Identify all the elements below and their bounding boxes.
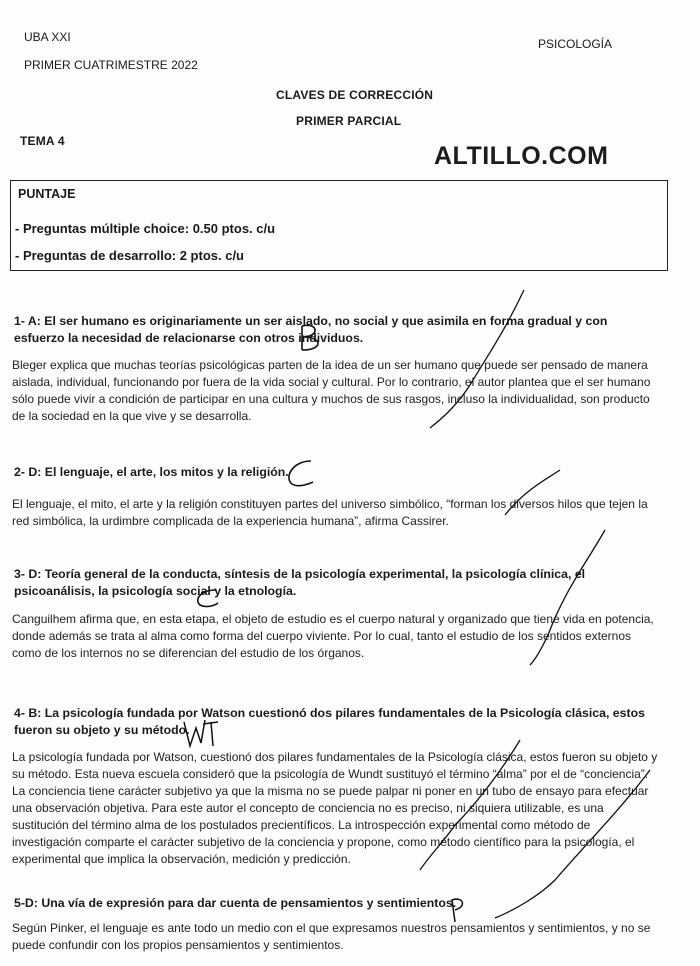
question-3: 3- D: Teoría general de la conducta, síntesis de la psicología experimental, la psicología clínica, el psicoanálisis, la psicología social y la etnología. [14,567,586,598]
answer-2: El lenguaje, el mito, el arte y la religión constituyen partes del universo simbólico, “forman los diversos hilos que tejen la red simbólica, la urdimbre complicada de la experiencia humana”, afirma Cassirer. [12,497,648,528]
subject-label: PSICOLOGÍA [538,37,613,51]
question-5: 5-D: Una vía de expresión para dar cuenta de pensamientos y sentimientos. [14,896,457,910]
answer-5: Según Pinker, el lenguaje es ante todo un medio con el que expresamos nuestros pensamientos y sentimientos, y no se puede confundir con los propios pensamientos y sentimientos. [12,921,651,952]
answer-3: Canguilhem afirma que, en esta etapa, el objeto de estudio es el cuerpo natural y organizado que tiene vida en potencia, donde además se trata al alma como forma del cuerpo viviente. Por lo cual, tanto el estudio de los sentidos externos como de los internos no se diferencian del estudio de los órganos. [12,612,654,660]
period-label: PRIMER CUATRIMESTRE 2022 [24,58,198,72]
doc-subtitle: PRIMER PARCIAL [296,114,402,128]
answer-4: La psicología fundada por Watson, cuestionó dos pilares fundamentales de la Psicología clásica, estos fueron su objeto y su método. Esta nueva escuela consideró que la psicología de Wundt sustituyó el término “alma” por el de “conciencia”. La conciencia tiene carácter subjetivo ya que la misma no se puede palpar ni poner en un tubo de ensayo para efectuar una observación objetiva. Para este autor el concepto de conciencia no es preciso, ni siquiera utilizable, es una sustitución del término alma de los postulados precientíficos. La introspección experimental como método de investigación comparte el carácter subjetivo de la conciencia y propone, como método científico para la psicología, el experimental que implica la observación, medición y predicción. [12,750,658,866]
topic-label: TEMA 4 [20,134,65,148]
score-heading: PUNTAJE [18,187,76,201]
question-2: 2- D: El lenguaje, el arte, los mitos y la religión. [14,465,289,479]
institution-label: UBA XXI [24,30,71,44]
watermark-logo: ALTILLO.COM [434,142,609,170]
question-4: 4- B: La psicología fundada por Watson cuestionó dos pilares fundamentales de la Psicología clásica, estos fueron su objeto y su método. [14,706,645,737]
score-line-dev: - Preguntas de desarrollo: 2 ptos. c/u [15,248,244,263]
answer-1: Bleger explica que muchas teorías psicológicas parten de la idea de un ser humano que puede ser pensado de manera aislada, individual, funcionando por fuera de la vida social y cultural. Por lo contrario, el autor plantea que el ser humano sólo puede vivir a condición de participar en una cultura y muchos de sus rasgos, incluso la individualidad, son producto de la sociedad en la que vive y se desarrolla. [12,358,651,423]
score-box [10,180,668,271]
question-1: 1- A: El ser humano es originariamente un ser aislado, no social y que asimila en forma gradual y con esfuerzo la necesidad de relacionarse con otros individuos. [14,314,608,345]
score-line-mc: - Preguntas múltiple choice: 0.50 ptos. c/u [15,221,276,236]
doc-title: CLAVES DE CORRECCIÓN [276,88,434,102]
